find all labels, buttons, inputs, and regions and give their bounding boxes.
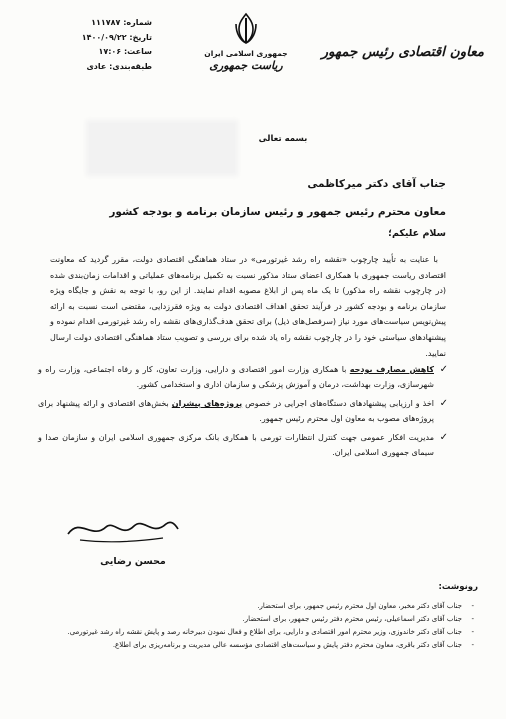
letter-meta <box>42 16 152 74</box>
country-name: جمهوری اسلامی ایران <box>204 49 288 58</box>
cc-item <box>24 626 474 639</box>
action-text: بخش‌های اقتصادی و ارائه پیشنهاد برای پروژه‌های مصوب به معاون اول محترم رئیس جمهور. <box>38 399 434 423</box>
cc-item-text: جناب آقای دکتر اسماعیلی، رئیس محترم دفتر رئیس جمهور، برای استحضار. <box>242 615 462 623</box>
number-label: شماره: <box>123 18 152 27</box>
recipient-name: جناب آقای دکتر میرکاظمی <box>307 178 446 190</box>
action-text: با همکاری وزارت امور اقتصادی و دارایی، وزارت تعاون، کار و رفاه اجتماعی، وزارت راه و شهرسازی، وزارت بهداشت، درمان و آموزش پزشکی و سازمان اداری و استخدامی کشور. <box>38 365 434 389</box>
action-item <box>38 431 448 460</box>
action-item <box>38 397 448 426</box>
action-lead: پروژه‌های پیشران <box>171 399 243 408</box>
iran-emblem-icon <box>232 12 260 46</box>
recipient <box>109 170 446 226</box>
cc-item <box>24 613 474 626</box>
cc-item-text: جناب آقای دکتر باقری، معاون محترم دفتر پایش و سیاست‌های اقتصادی مؤسسه عالی مدیریت و برنامه‌ریزی برای اطلاع. <box>112 641 462 649</box>
signature <box>62 512 182 546</box>
basmala: بسمه تعالی <box>258 134 308 144</box>
cc-item <box>24 600 474 613</box>
office-header <box>196 49 296 72</box>
action-item <box>38 363 448 392</box>
bullet-dash-icon: - <box>471 615 474 623</box>
bullet-dash-icon: - <box>471 628 474 636</box>
bullet-dash-icon: - <box>471 641 474 649</box>
action-list <box>38 363 448 465</box>
bullet-dash-icon: - <box>471 602 474 610</box>
time-label: ساعت: <box>123 47 152 56</box>
cc-title: رونوشت: <box>438 582 478 592</box>
action-lead: کاهش مصارف بودجه <box>349 365 434 374</box>
letter-body <box>50 252 446 361</box>
action-pre: مدیریت افکار عمومی جهت کنترل انتظارات تورمی با همکاری بانک مرکزی جمهوری اسلامی ایران و سازمان صدا و سیمای جمهوری اسلامی ایران. <box>38 433 434 457</box>
signer-name: محسن رضایی <box>100 556 166 567</box>
office-name: ریاست جمهوری <box>209 59 283 72</box>
number-value: ۱۱۱۷۸۷ <box>91 18 121 27</box>
date-value: ۱۴۰۰/۰۹/۲۲ <box>81 32 127 42</box>
classification-label: طبقه‌بندی: <box>109 61 152 71</box>
check-mark-icon: ✓ <box>439 432 448 443</box>
cc-item-text: جناب آقای دکتر خاندوزی، وزیر محترم امور اقتصادی و دارایی، برای اطلاع و فعال نمودن دبیرخانه رصد و پایش نقشه راه رشد غیرتورمی. <box>67 628 462 636</box>
classification-value: عادی <box>86 61 107 71</box>
action-pre: اخذ و ارزیابی پیشنهادهای دستگاه‌های اجرایی در خصوص <box>242 399 435 408</box>
time-value: ۱۷:۰۶ <box>98 47 122 56</box>
sender-title: معاون اقتصادی رئیس جمهور <box>321 44 484 60</box>
redacted-area <box>86 120 238 176</box>
greeting: سلام علیکم؛ <box>388 228 446 239</box>
body-paragraph: با عنایت به تأیید چارچوب «نقشه راه رشد غیرتورمی» در ستاد هماهنگی اقتصادی دولت، مقرر گردید که معاونت اقتصادی ریاست جمهوری با همکاری اعضای ستاد مذکور نسبت به تکمیل برنامه‌های عملیاتی و اقدامات زمان‌بندی شده (در چارچوب نقشه راه مذکور) تا یک ماه پس از ابلاغ مصوبه اقدام نمایند. از این رو، با توجه به نقش و جایگاه ویژه سازمان برنامه و بودجه کشور در فرآیند تحقق اهداف اقتصادی دولت به ویژه فقرزدایی، مقتضی است نسبت به ارائه پیش‌نویس سیاست‌های مورد نیاز (سرفصل‌های ذیل) برای تحقق هدف‌گذاری‌های نقشه راه رشد غیرتورمی اقدام نموده و پیشنهادهای سیاستی خود را در چارچوب نقشه راه یاد شده برای بررسی و تصویب ستاد هماهنگی اقتصادی دولت ارسال نمایید. <box>50 255 446 358</box>
cc-item <box>24 639 474 652</box>
check-mark-icon: ✓ <box>439 364 448 375</box>
check-mark-icon: ✓ <box>439 398 448 409</box>
recipient-title: معاون محترم رئیس جمهور و رئیس سازمان برنامه و بودجه کشور <box>109 206 446 218</box>
cc-item-text: جناب آقای دکتر مخبر، معاون اول محترم رئیس جمهور، برای استحضار. <box>257 602 462 610</box>
date-label: تاریخ: <box>129 32 152 42</box>
cc-list <box>24 600 474 652</box>
